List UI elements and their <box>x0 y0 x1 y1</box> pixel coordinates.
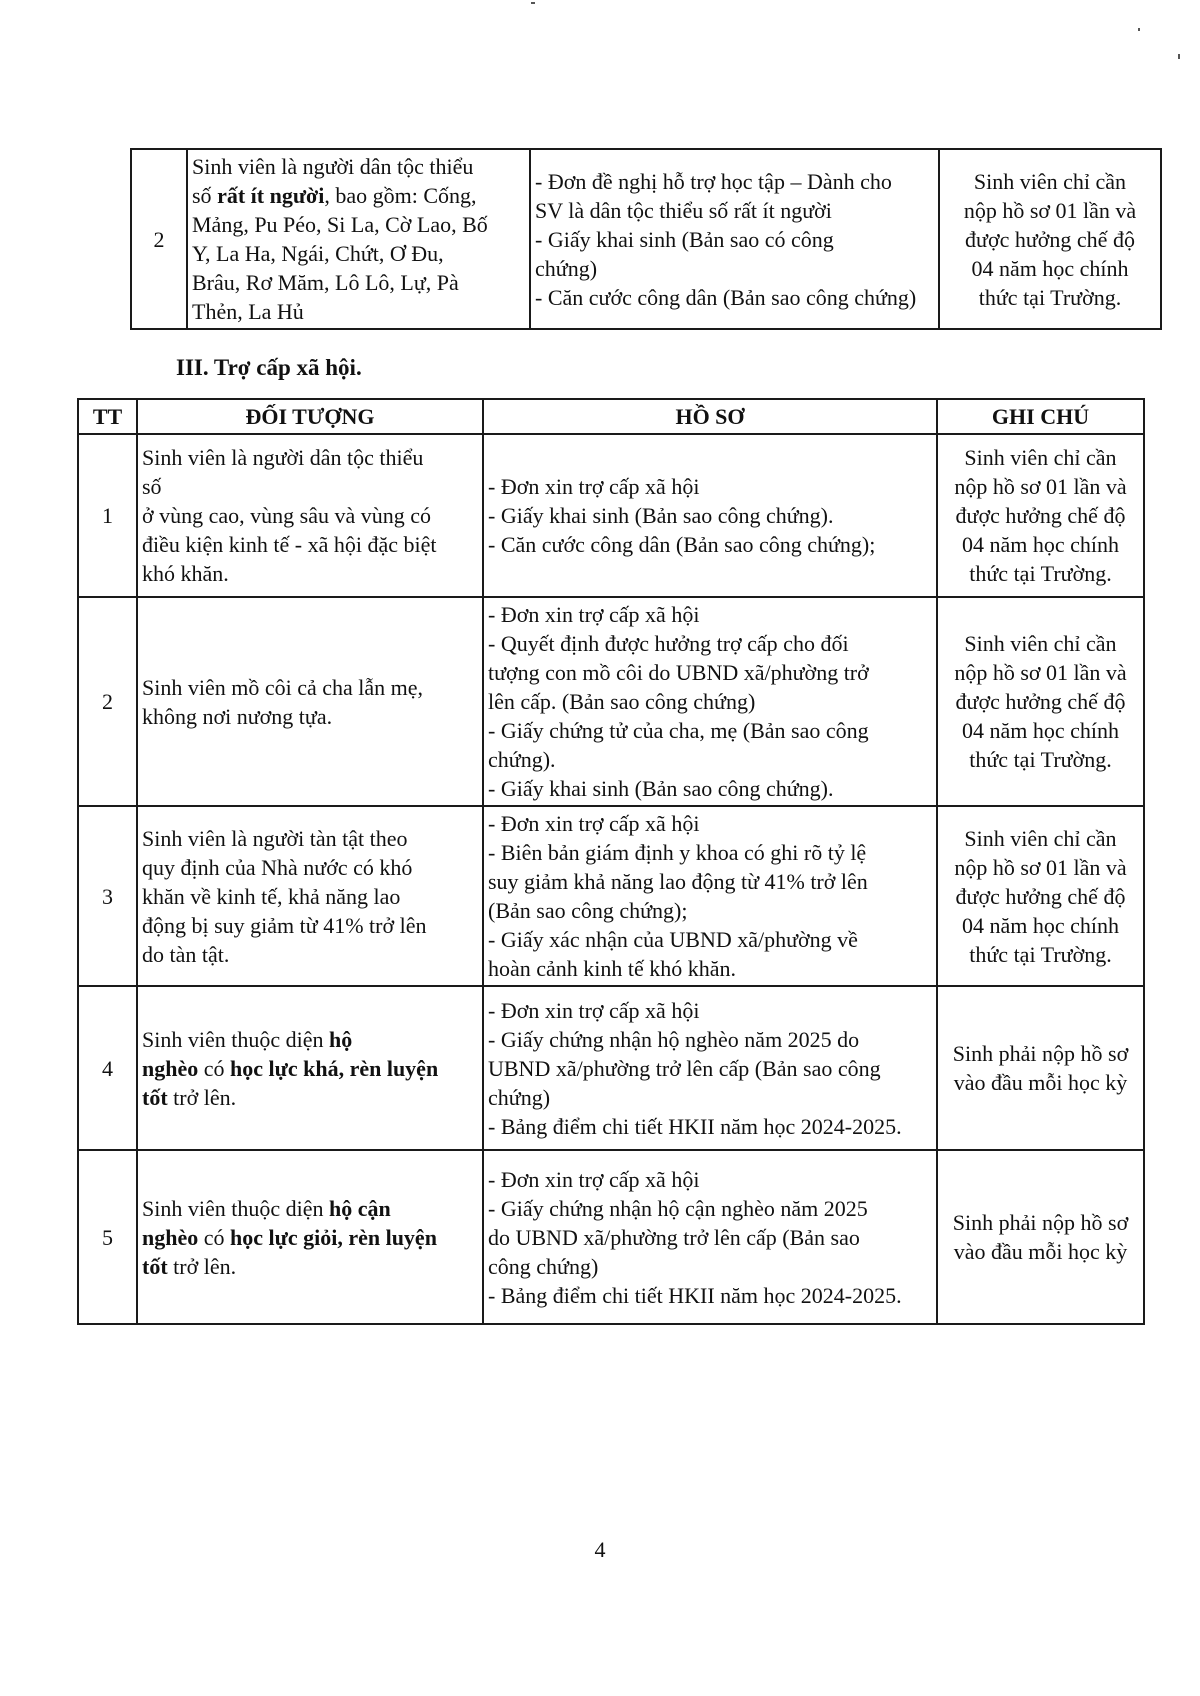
subject-line <box>142 702 478 731</box>
subject-text: trở lên. <box>167 1084 237 1110</box>
cell-line: - Đơn xin trợ cấp xã hội <box>488 1166 700 1192</box>
cell-line: - Đơn xin trợ cấp xã hội <box>488 997 700 1023</box>
cell-line: - Giấy chứng tử của cha, mẹ (Bản sao công <box>488 718 869 743</box>
subject-text-bold: nghèo <box>142 1224 199 1250</box>
header-notes: GHI CHÚ <box>937 399 1144 434</box>
cell-line: - Bảng điểm chi tiết HKII năm học 2024-2025. <box>488 1282 902 1308</box>
cell-line: nộp hồ sơ 01 lần và <box>963 197 1137 223</box>
subject-text: Sinh viên mồ côi cả cha lẫn mẹ, <box>142 674 424 700</box>
documents-cell <box>483 1150 937 1324</box>
cell-line: nộp hồ sơ 01 lần và <box>954 854 1127 880</box>
subject-text-bold: tốt <box>142 1084 168 1110</box>
subject-line <box>192 297 525 326</box>
cell-line: nộp hồ sơ 01 lần và <box>954 660 1127 685</box>
row-number: 4 <box>78 986 137 1150</box>
subject-text: ở vùng cao, vùng sâu và vùng có <box>142 503 432 528</box>
header-subject: ĐỐI TƯỢNG <box>137 399 483 434</box>
subject-text: Sinh viên là người dân tộc thiểu <box>142 445 424 470</box>
subject-line <box>142 1223 478 1252</box>
cell-line: - Đơn xin trợ cấp xã hội <box>488 474 700 499</box>
subject-line <box>142 1252 478 1281</box>
cell-line: nộp hồ sơ 01 lần và <box>954 474 1127 499</box>
table-row <box>78 986 1144 1150</box>
subject-text-bold: tốt <box>142 1253 168 1279</box>
subject-text: Mảng, Pu Péo, Si La, Cờ Lao, Bố <box>192 212 488 237</box>
subject-text: số <box>192 183 218 208</box>
subject-text: khăn về kinh tế, khả năng lao <box>142 883 401 909</box>
cell-line: hoàn cảnh kinh tế khó khăn. <box>488 956 737 981</box>
cell-line: - Giấy chứng nhận hộ cận nghèo năm 2025 <box>488 1195 868 1221</box>
cell-line: chứng) <box>535 255 598 281</box>
cell-line: - Đơn xin trợ cấp xã hội <box>488 602 700 627</box>
page-number: 4 <box>594 1537 606 1562</box>
subject-text: Sinh viên thuộc diện <box>142 1195 329 1221</box>
subject-line <box>192 181 525 210</box>
subject-text: Thẻn, La Hủ <box>192 299 304 324</box>
subject-text: có <box>198 1224 231 1250</box>
scan-mark <box>1178 54 1180 59</box>
subject-line <box>142 882 478 911</box>
subject-text: Y, La Ha, Ngái, Chứt, Ơ Đu, <box>192 241 444 266</box>
cell-line: thức tại Trường. <box>969 561 1112 586</box>
subject-line <box>142 472 478 501</box>
subject-text: điều kiện kinh tế - xã hội đặc biệt <box>142 532 437 557</box>
subject-text: quy định của Nhà nước có khó <box>142 854 413 880</box>
cell-line: - Giấy khai sinh (Bản sao có công <box>535 226 834 252</box>
documents-cell <box>530 149 939 329</box>
section-title: III. Trợ cấp xã hội. <box>176 355 362 380</box>
subject-cell <box>137 434 483 597</box>
cell-line: công chứng) <box>488 1253 599 1279</box>
subject-text: Sinh viên là người tàn tật theo <box>142 825 408 851</box>
cell-line: - Căn cước công dân (Bản sao công chứng) <box>535 284 917 310</box>
cell-line: chứng). <box>488 747 556 772</box>
cell-line: - Giấy khai sinh (Bản sao công chứng). <box>488 776 834 801</box>
row-number: 3 <box>78 806 137 986</box>
cell-line: Sinh viên chỉ cần <box>973 168 1127 194</box>
scan-mark <box>531 2 535 4</box>
subject-line <box>142 1194 478 1223</box>
cell-line: được hưởng chế độ <box>955 689 1126 714</box>
subject-text-bold: hộ <box>328 1026 353 1052</box>
subject-line <box>142 824 478 853</box>
cell-line: vào đầu mỗi học kỳ <box>953 1070 1128 1095</box>
cell-line: tượng con mồ côi do UBND xã/phường trở <box>488 660 869 685</box>
table-row <box>78 434 1144 597</box>
subject-text-bold: học lực khá, rèn luyện <box>230 1055 439 1081</box>
subject-line <box>142 559 478 588</box>
subject-cell <box>137 597 483 806</box>
subject-text: không nơi nương tựa. <box>142 703 333 729</box>
subject-line <box>142 673 478 702</box>
cell-line: - Bảng điểm chi tiết HKII năm học 2024-2025. <box>488 1113 902 1139</box>
cell-line: 04 năm học chính <box>961 532 1120 557</box>
row-number: 2 <box>131 149 187 329</box>
cell-line: UBND xã/phường trở lên cấp (Bản sao công <box>488 1055 881 1081</box>
row-number: 2 <box>78 597 137 806</box>
cell-line: chứng) <box>488 1084 551 1110</box>
subject-line <box>192 239 525 268</box>
subject-text: số <box>142 474 162 499</box>
subject-text: động bị suy giảm từ 41% trở lên <box>142 912 427 938</box>
top-table <box>130 148 1162 330</box>
row-number: 5 <box>78 1150 137 1324</box>
subject-text: Sinh viên là người dân tộc thiểu <box>192 154 474 179</box>
subject-line <box>192 268 525 297</box>
subject-text: trở lên. <box>167 1253 237 1279</box>
subject-line <box>142 1025 478 1054</box>
cell-line: - Giấy khai sinh (Bản sao công chứng). <box>488 503 834 528</box>
cell-line: 04 năm học chính <box>971 255 1129 281</box>
cell-line: Sinh phải nộp hồ sơ <box>952 1041 1129 1066</box>
subject-text: Sinh viên thuộc diện <box>142 1026 329 1052</box>
subject-text: , bao gồm: Cống, <box>324 183 477 208</box>
subject-cell <box>137 806 483 986</box>
table-header-row <box>78 399 1144 434</box>
cell-line: Sinh viên chỉ cần <box>964 445 1117 470</box>
header-documents: HỒ SƠ <box>483 399 937 434</box>
subject-text-bold: nghèo <box>142 1055 199 1081</box>
cell-line: 04 năm học chính <box>961 912 1120 938</box>
subject-cell <box>137 1150 483 1324</box>
header-tt: TT <box>78 399 137 434</box>
cell-line: SV là dân tộc thiểu số rất ít người <box>535 197 832 223</box>
cell-line: vào đầu mỗi học kỳ <box>953 1239 1128 1264</box>
subject-line <box>142 1083 478 1112</box>
cell-line: - Quyết định được hưởng trợ cấp cho đối <box>488 631 849 656</box>
row-number: 1 <box>78 434 137 597</box>
cell-line: - Biên bản giám định y khoa có ghi rõ tỷ lệ <box>488 840 867 865</box>
cell-line: Sinh viên chỉ cần <box>964 631 1117 656</box>
subject-line <box>142 443 478 472</box>
cell-line: 04 năm học chính <box>961 718 1120 743</box>
subject-text: có <box>198 1055 231 1081</box>
cell-line: được hưởng chế độ <box>955 883 1126 909</box>
note-cell <box>937 597 1144 806</box>
documents-cell <box>483 986 937 1150</box>
social-allowance-table <box>77 398 1145 1325</box>
subject-cell <box>187 149 530 329</box>
cell-line: suy giảm khả năng lao động từ 41% trở lên <box>488 869 868 894</box>
note-cell <box>937 986 1144 1150</box>
cell-line: - Đơn đề nghị hỗ trợ học tập – Dành cho <box>535 168 892 194</box>
cell-line: (Bản sao công chứng); <box>488 898 688 923</box>
cell-line: thức tại Trường. <box>969 941 1112 967</box>
cell-line: - Căn cước công dân (Bản sao công chứng); <box>488 532 876 557</box>
subject-line <box>142 940 478 969</box>
subject-text: khó khăn. <box>142 561 229 586</box>
table-row <box>78 806 1144 986</box>
subject-line <box>142 530 478 559</box>
cell-line: lên cấp. (Bản sao công chứng) <box>488 689 756 714</box>
cell-line: - Giấy xác nhận của UBND xã/phường về <box>488 927 858 952</box>
subject-text-bold: học lực giỏi, rèn luyện <box>230 1224 437 1250</box>
documents-cell <box>483 434 937 597</box>
subject-line <box>142 853 478 882</box>
cell-line: thức tại Trường. <box>969 747 1112 772</box>
subject-line <box>142 501 478 530</box>
subject-line <box>142 911 478 940</box>
subject-text-bold: hộ cận <box>328 1195 391 1221</box>
subject-text: do tàn tật. <box>142 941 230 967</box>
cell-line: được hưởng chế độ <box>955 503 1126 528</box>
cell-line: được hưởng chế độ <box>965 226 1135 252</box>
table-row <box>78 597 1144 806</box>
note-cell <box>937 434 1144 597</box>
scan-mark <box>1138 28 1140 31</box>
cell-line: do UBND xã/phường trở lên cấp (Bản sao <box>488 1224 860 1250</box>
note-cell <box>937 806 1144 986</box>
cell-line: Sinh viên chỉ cần <box>964 825 1117 851</box>
documents-cell <box>483 806 937 986</box>
table-row <box>131 149 1161 329</box>
note-cell <box>937 1150 1144 1324</box>
table-row <box>78 1150 1144 1324</box>
subject-line <box>192 152 525 181</box>
subject-text: Brâu, Rơ Măm, Lô Lô, Lự, Pà <box>192 270 459 295</box>
top-table-body <box>131 149 1161 329</box>
note-cell <box>939 149 1161 329</box>
subject-text-bold: rất ít người <box>217 183 325 208</box>
subject-cell <box>137 986 483 1150</box>
social-allowance-table-body <box>78 434 1144 1324</box>
cell-line: Sinh phải nộp hồ sơ <box>952 1210 1129 1235</box>
cell-line: - Đơn xin trợ cấp xã hội <box>488 811 700 836</box>
subject-line <box>192 210 525 239</box>
subject-line <box>142 1054 478 1083</box>
cell-line: - Giấy chứng nhận hộ nghèo năm 2025 do <box>488 1026 860 1052</box>
cell-line: thức tại Trường. <box>978 284 1122 310</box>
documents-cell <box>483 597 937 806</box>
